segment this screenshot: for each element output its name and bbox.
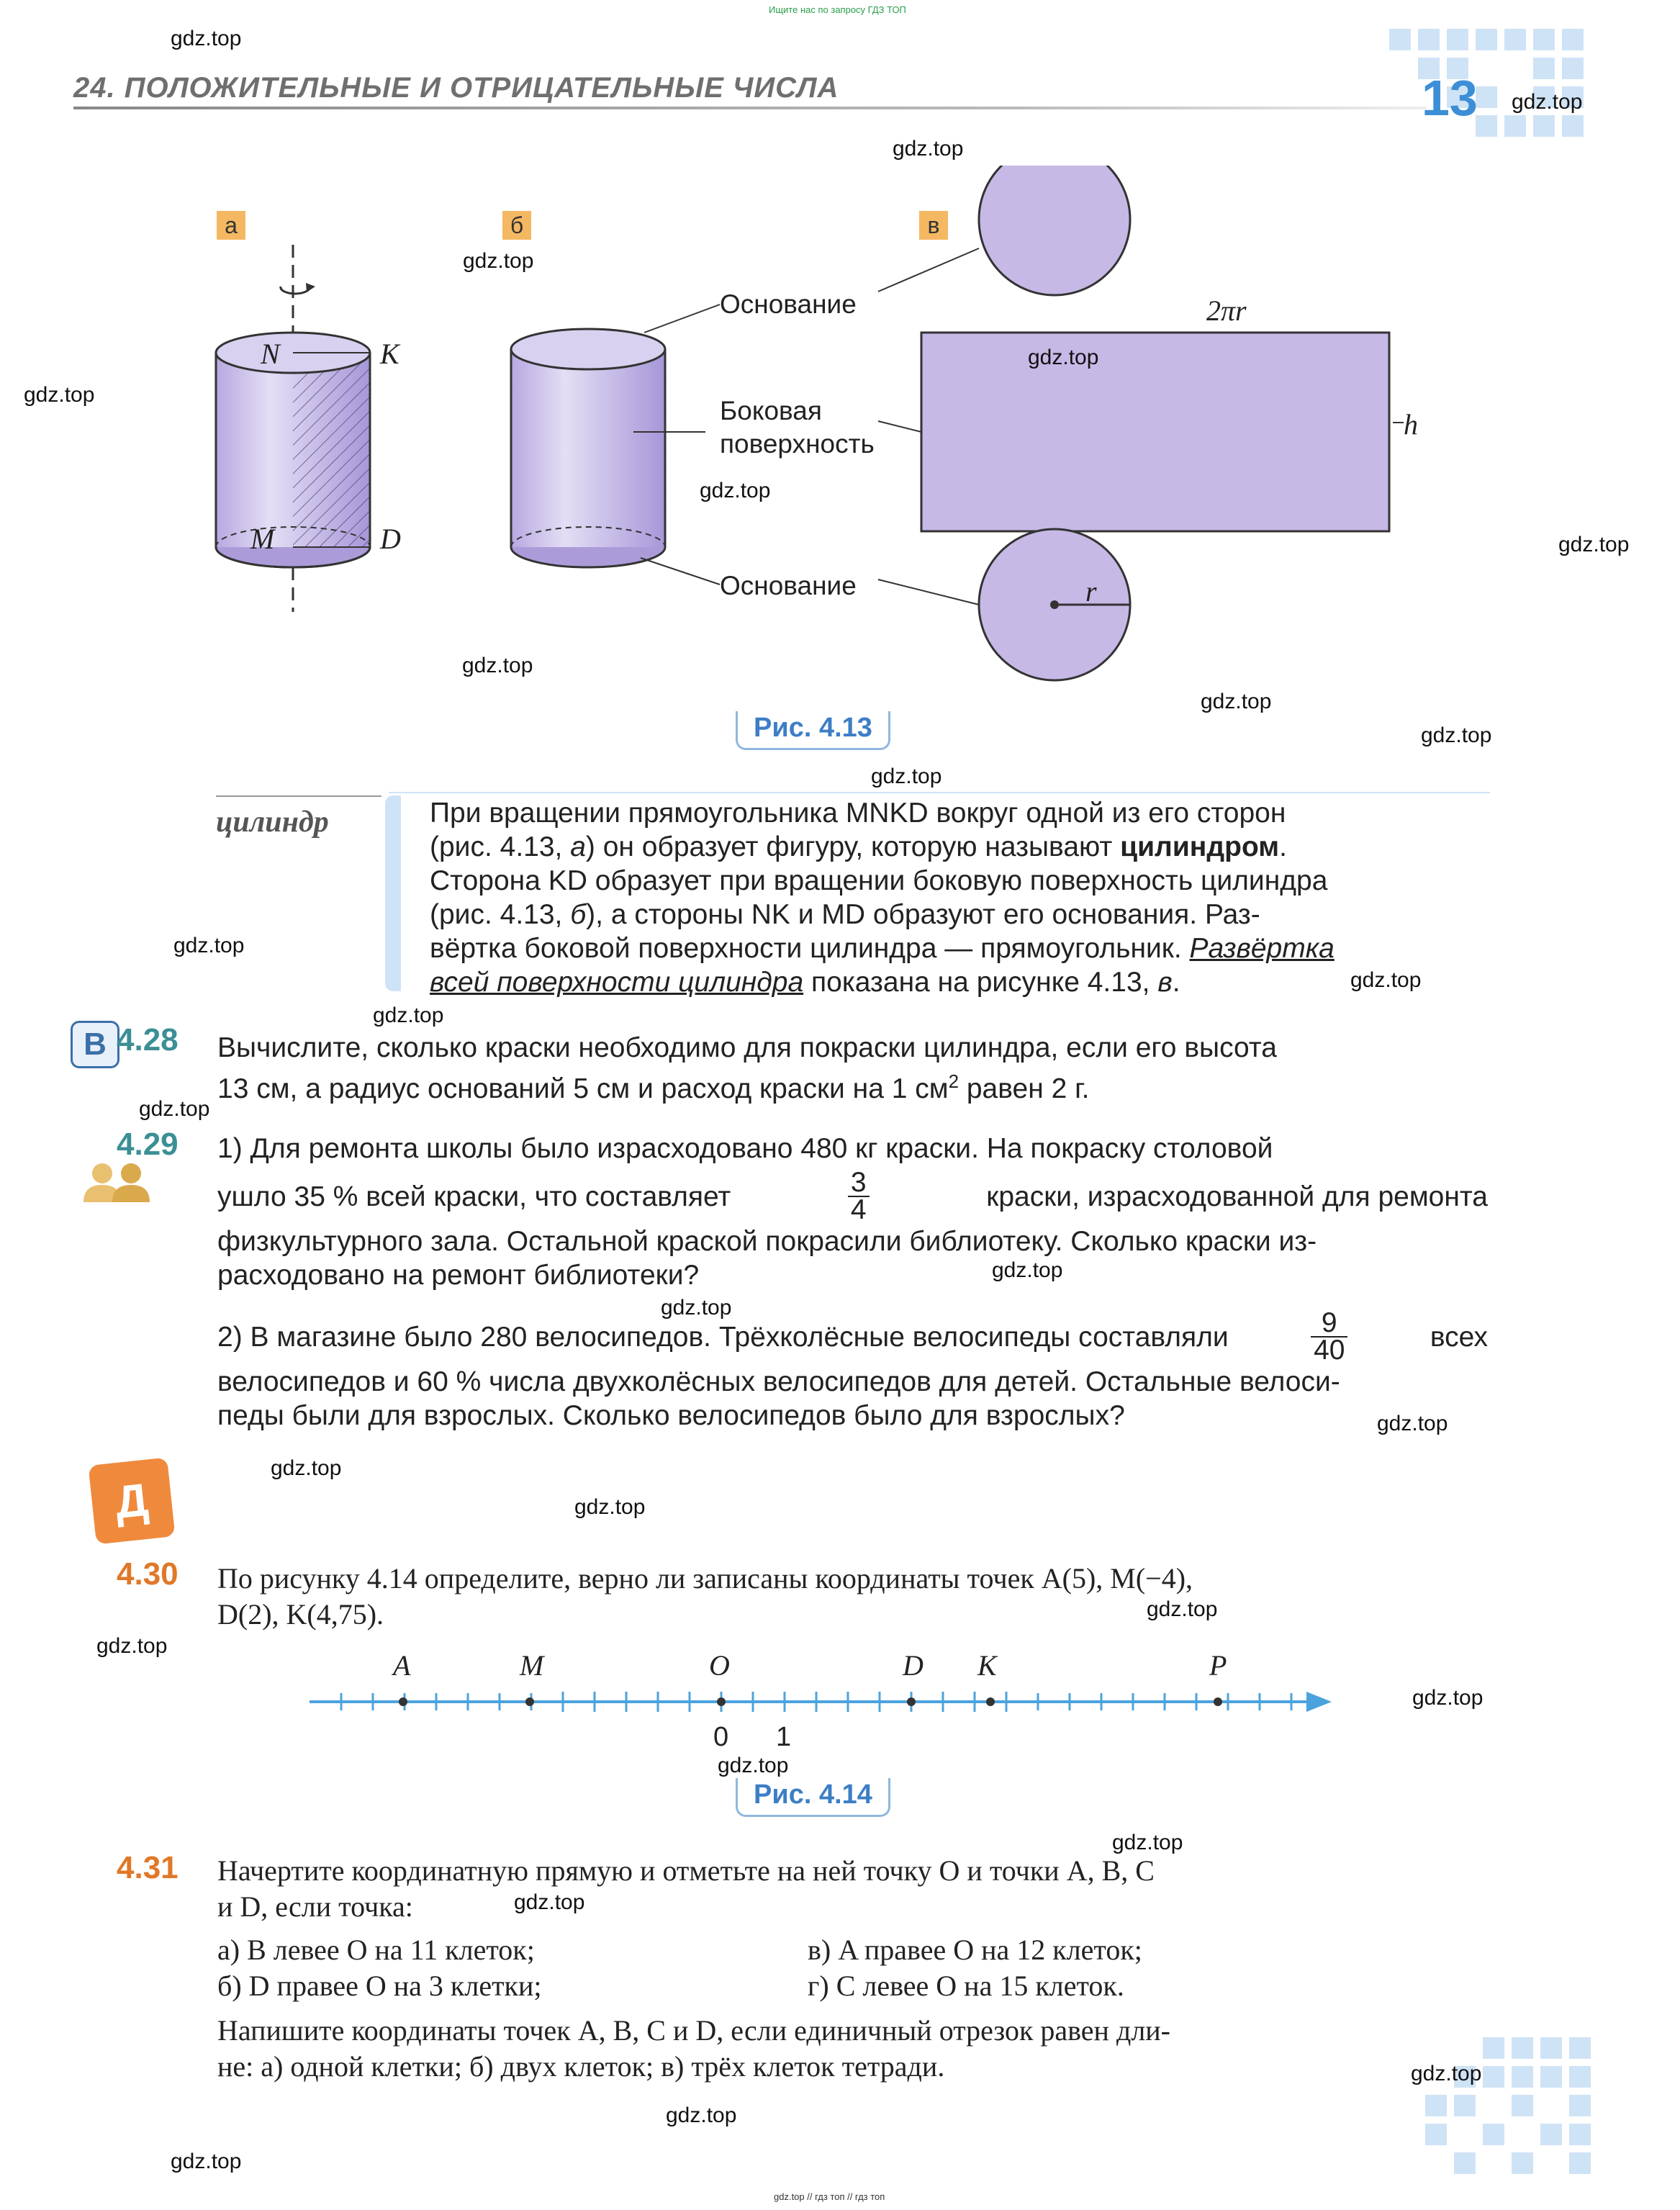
task-431-option-a: а) B левее O на 11 клеток; <box>217 1934 535 1966</box>
point-k-label: K <box>380 338 399 370</box>
watermark: gdz.top <box>666 2103 737 2127</box>
task-429-p1-line-4: расходовано на ремонт библиотеки? <box>217 1260 700 1291</box>
watermark: gdz.top <box>661 1296 732 1320</box>
watermark: gdz.top <box>463 249 534 273</box>
number-line-point-dot <box>1214 1697 1222 1706</box>
label-base-bottom: Основание <box>720 571 857 600</box>
cylinder-net <box>878 166 1404 680</box>
watermark: gdz.top <box>373 1003 444 1027</box>
figure-tag-b: б <box>502 211 531 240</box>
corner-grid-top <box>1375 22 1620 158</box>
watermark: gdz.top <box>871 765 942 788</box>
page-number: 13 <box>1422 70 1478 126</box>
label-2pir: 2πr <box>1206 294 1247 327</box>
task-429-p1-line-2: ушло 35 % всей краски, что составляет $\frac{3}{4}$ краски, израсходованной для ремонта <box>217 1167 1488 1225</box>
task-428-line-2: 13 см, а радиус оснований 5 см и расход краски на 1 $см^2$ равен 2 г. <box>217 1070 1090 1104</box>
label-r: r <box>1085 575 1097 608</box>
definition-term: цилиндр <box>216 806 329 839</box>
watermark: gdz.top <box>139 1097 210 1121</box>
definition-line-2: (рис. 4.13, а) он образует фигуру, которую называют цилиндром. <box>430 831 1287 862</box>
watermark: gdz.top <box>1350 968 1422 992</box>
number-line-point-m: M <box>520 1649 544 1682</box>
number-line-point-dot <box>986 1697 995 1706</box>
figure-4-14-caption: Рис. 4.14 <box>736 1778 890 1817</box>
watermark: gdz.top <box>718 1754 789 1777</box>
number-line-point-p: P <box>1209 1649 1227 1682</box>
number-line-zero: 0 <box>713 1722 729 1752</box>
task-431-text <box>217 1853 1488 2085</box>
definition-line-1: При вращении прямоугольника MNKD вокруг одной из его сторон <box>430 798 1286 829</box>
watermark: gdz.top <box>24 383 95 407</box>
top-banner: Ищите нас по запросу ГДЗ ТОП <box>769 4 906 15</box>
task-430-text <box>217 1561 1488 1633</box>
point-m-label: M <box>250 523 275 555</box>
task-429-p2-line-1: 2) В магазине было 280 велосипедов. Трёхколёсные велосипеды составляли $\frac{9}{40}$ всех <box>217 1307 1488 1366</box>
watermark: gdz.top <box>96 1634 168 1658</box>
task-430-line-1: По рисунку 4.14 определите, верно ли записаны координаты точек A(5), M(−4), <box>217 1562 1193 1595</box>
watermark: gdz.top <box>893 137 964 161</box>
section-d-badge: Д <box>89 1458 176 1545</box>
label-base-top: Основание <box>720 289 857 319</box>
definition-text <box>430 796 1488 999</box>
bottom-banner: gdz.top // гдз топ // гдз топ <box>774 2191 885 2202</box>
number-line-point-a: A <box>393 1649 411 1682</box>
number-line-point-o: O <box>709 1649 730 1682</box>
task-428-line-1: Вычислите, сколько краски необходимо для покраски цилиндра, если его высота <box>217 1032 1277 1063</box>
task-429-p1-line-3: физкультурного зала. Остальной краской покрасили библиотеку. Сколько краски из- <box>217 1226 1317 1257</box>
watermark: gdz.top <box>1147 1597 1218 1621</box>
watermark: gdz.top <box>1421 723 1492 747</box>
task-428-badge: В <box>71 1021 119 1068</box>
definition-line-3: Сторона KD образует при вращении боковую поверхность цилиндра <box>430 865 1328 896</box>
watermark: gdz.top <box>574 1495 646 1519</box>
figure-tag-a: а <box>217 211 245 240</box>
watermark: gdz.top <box>171 27 242 50</box>
task-429-p2-line-2: велосипедов и 60 % числа двухколёсных велосипедов для детей. Остальные велоси- <box>217 1366 1340 1397</box>
task-428-number: 4.28 <box>117 1022 179 1057</box>
cylinder-a <box>216 245 370 612</box>
point-d-label: D <box>380 523 401 555</box>
task-431-option-g: г) C левее O на 15 клеток. <box>808 1970 1124 2002</box>
number-line-one: 1 <box>776 1722 792 1752</box>
task-429-number: 4.29 <box>117 1127 179 1162</box>
number-line-point-k: K <box>977 1649 997 1682</box>
number-line-point-dot <box>525 1697 534 1706</box>
watermark: gdz.top <box>1412 1686 1483 1710</box>
figure-tag-v: в <box>919 211 948 240</box>
watermark: gdz.top <box>462 654 533 677</box>
label-side-1: Боковая <box>720 396 822 425</box>
number-line-point-dot <box>399 1697 407 1706</box>
watermark: gdz.top <box>1558 533 1630 556</box>
label-side-2: поверхность <box>720 429 875 459</box>
task-431-line-2: и D, если точка: <box>217 1890 413 1923</box>
definition-bar <box>385 795 401 991</box>
watermark: gdz.top <box>171 2150 242 2173</box>
fraction-9-40: $\frac{9}{40}$ <box>1311 1310 1347 1363</box>
watermark: gdz.top <box>1411 2062 1482 2085</box>
watermark: gdz.top <box>992 1258 1063 1282</box>
task-429-part-1 <box>217 1132 1488 1292</box>
number-line-point-dot <box>717 1697 726 1706</box>
point-n-label: N <box>261 338 280 370</box>
watermark: gdz.top <box>1201 690 1272 713</box>
watermark: gdz.top <box>1512 90 1583 114</box>
watermark: gdz.top <box>514 1890 585 1914</box>
watermark: gdz.top <box>1112 1831 1183 1854</box>
chapter-title: 24. ПОЛОЖИТЕЛЬНЫЕ И ОТРИЦАТЕЛЬНЫЕ ЧИСЛА <box>73 72 839 104</box>
definition-rule <box>389 792 1490 793</box>
task-431-option-b: б) D правее O на 3 клетки; <box>217 1970 542 2002</box>
figure-4-13-caption: Рис. 4.13 <box>736 711 890 750</box>
fraction-3-4: $\frac{3}{4}$ <box>848 1170 870 1223</box>
watermark: gdz.top <box>700 479 771 502</box>
label-h: h <box>1404 408 1418 441</box>
definition-line-5: вёртка боковой поверхности цилиндра — прямоугольник. Развёртка <box>430 933 1334 964</box>
task-429-p1-line-1: 1) Для ремонта школы было израсходовано 480 кг краски. На покраску столовой <box>217 1133 1273 1164</box>
cylinder-b <box>511 305 720 585</box>
watermark: gdz.top <box>173 934 245 957</box>
header-rule <box>73 107 1427 109</box>
task-429-part-2 <box>217 1309 1488 1433</box>
task-430-number: 4.30 <box>117 1556 179 1592</box>
task-431-option-v: в) A правее O на 12 клеток; <box>808 1934 1142 1966</box>
task-429-p2-line-3: педы были для взрослых. Сколько велосипедов было для взрослых? <box>217 1400 1125 1431</box>
pair-work-icon <box>79 1160 154 1204</box>
number-line-point-d: D <box>903 1649 923 1682</box>
definition-line-4: (рис. 4.13, б), а стороны NK и MD образуют его основания. Раз- <box>430 899 1260 930</box>
watermark: gdz.top <box>271 1456 342 1480</box>
watermark: gdz.top <box>1028 346 1099 369</box>
task-428-text <box>217 1031 1488 1106</box>
task-431-number: 4.31 <box>117 1850 179 1885</box>
task-431-line-3: Напишите координаты точек A, B, C и D, если единичный отрезок равен дли- <box>217 2014 1171 2047</box>
watermark: gdz.top <box>1377 1412 1448 1435</box>
definition-line-6: всей поверхности цилиндра показана на рисунке 4.13, в. <box>430 967 1180 998</box>
definition-term-rule <box>216 795 381 797</box>
task-431-line-1: Начертите координатную прямую и отметьте на ней точку O и точки A, B, C <box>217 1854 1155 1887</box>
number-line-point-dot <box>907 1697 916 1706</box>
figure-4-14 <box>302 1677 1339 1720</box>
task-431-line-4: не: а) одной клетки; б) двух клеток; в) трёх клеток тетради. <box>217 2050 945 2083</box>
task-430-line-2: D(2), K(4,75). <box>217 1598 384 1631</box>
